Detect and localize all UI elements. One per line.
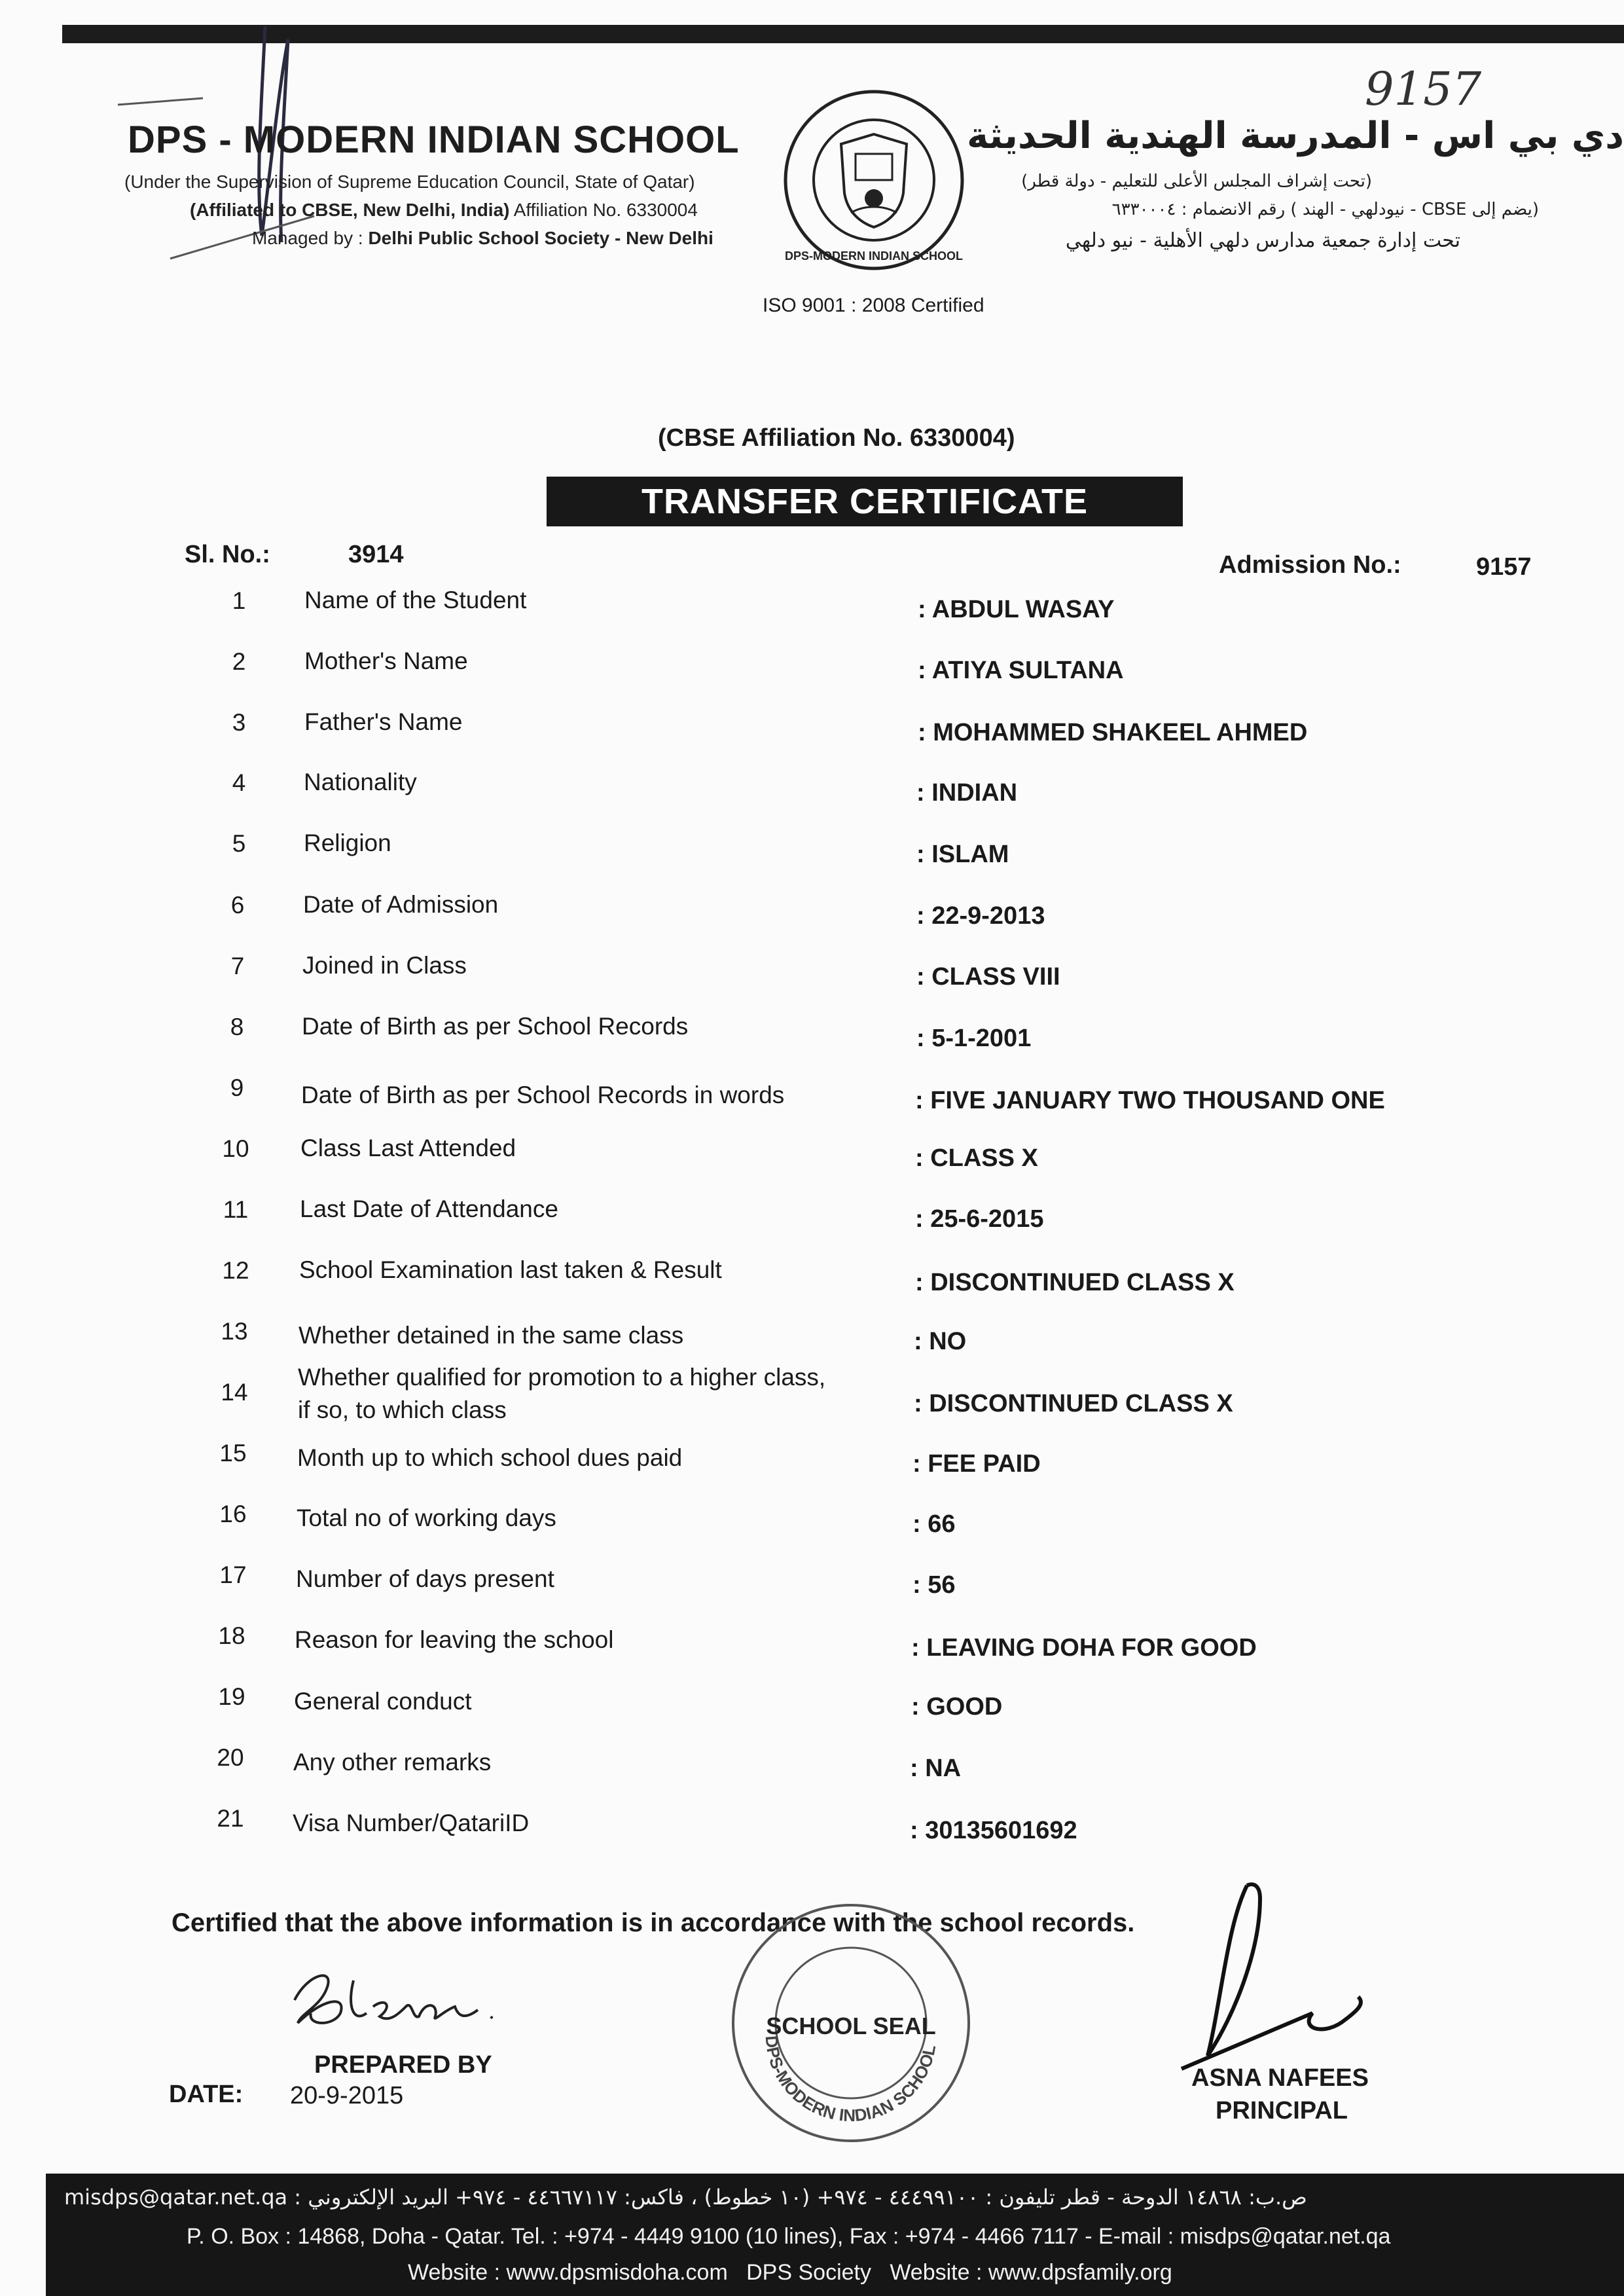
row-value: : MOHAMMED SHAKEEL AHMED <box>918 719 1308 746</box>
row-number: 16 <box>219 1501 247 1527</box>
row-label: Reason for leaving the school <box>295 1626 614 1653</box>
school-name: DPS - MODERN INDIAN SCHOOL <box>128 118 740 161</box>
arabic-managed-by-line: تحت إدارة جمعية مدارس دلهي الأهلية - نيو دلهي <box>1065 229 1460 252</box>
row-number: 12 <box>222 1257 249 1284</box>
row-label: Whether detained in the same class <box>298 1322 684 1349</box>
row-number: 8 <box>230 1013 244 1040</box>
row-label: Name of the Student <box>304 587 527 613</box>
row-number: 21 <box>217 1805 244 1832</box>
row-number: 1 <box>232 587 246 614</box>
row-label: Date of Birth as per School Records in words <box>301 1082 785 1108</box>
row-label: Nationality <box>304 769 417 795</box>
row-label: School Examination last taken & Result <box>299 1256 722 1283</box>
row-number: 18 <box>218 1622 245 1649</box>
row-label: Class Last Attended <box>300 1135 516 1161</box>
row-label: Father's Name <box>304 708 463 735</box>
row-number: 19 <box>218 1683 245 1710</box>
seal-text: SCHOOL SEAL <box>766 2013 936 2039</box>
row-number: 2 <box>232 648 246 675</box>
row-value: : FIVE JANUARY TWO THOUSAND ONE <box>915 1087 1385 1114</box>
row-value: : 25-6-2015 <box>915 1205 1044 1233</box>
row-value: : ISLAM <box>916 841 1009 868</box>
serial-number-label: Sl. No.: <box>185 541 270 568</box>
row-value: : FEE PAID <box>912 1450 1041 1478</box>
row-number: 17 <box>219 1561 247 1588</box>
footer-arabic-contact: misdps@qatar.net.qa : ص.ب: ١٤٨٦٨ الدوحة - قطر تليفون : ٤٤٤٩٩١٠٠ - ٩٧٤+ (١٠ خطوط) ، فاكس: ٤٤٦٦٧١١٧ - ٩٧٤+ البريد الإلكتروني <box>64 2185 1307 2210</box>
row-value: : CLASS VIII <box>916 963 1060 991</box>
supervision-line: (Under the Supervision of Supreme Education Council, State of Qatar) <box>124 172 695 192</box>
row-number: 5 <box>232 830 246 857</box>
prepared-by-label: PREPARED BY <box>314 2051 492 2079</box>
arabic-school-name: دي بي اس - المدرسة الهندية الحديثة <box>967 115 1624 157</box>
row-value: : DISCONTINUED CLASS X <box>914 1390 1233 1417</box>
row-value: : GOOD <box>911 1693 1003 1721</box>
footer-contact: P. O. Box : 14868, Doha - Qatar. Tel. : +974 - 4449 9100 (10 lines), Fax : +974 - 4466 7117 - E-mail : misdps@qatar.net.qa <box>187 2224 1391 2249</box>
svg-text:DPS-MODERN INDIAN SCHOOL <box>762 2035 940 2125</box>
managed-by-lead: Managed by : <box>252 228 369 248</box>
managed-by-society: Delhi Public School Society - New Delhi <box>368 228 713 248</box>
managed-by-line <box>252 228 713 249</box>
seal-ring-text: DPS-MODERN INDIAN SCHOOL <box>761 2035 940 2126</box>
row-label: Last Date of Attendance <box>300 1195 558 1222</box>
row-label: Visa Number/QatariID <box>293 1810 530 1836</box>
row-label: Date of Birth as per School Records <box>302 1013 689 1040</box>
affiliation-line-bold: (Affiliated to CBSE, New Delhi, India) <box>190 200 510 220</box>
arabic-affiliation-line: (يضم إلى CBSE - نيودلهي - الهند ) رقم الانضمام : ٦٣٣٠٠٠٤ <box>1111 200 1539 219</box>
principal-signature <box>1168 1872 1391 2095</box>
row-value: : 30135601692 <box>910 1817 1077 1844</box>
row-number: 9 <box>230 1074 244 1101</box>
row-label: Religion <box>304 829 391 856</box>
date-value: 20-9-2015 <box>290 2082 404 2109</box>
row-value: : 66 <box>912 1510 956 1538</box>
affiliation-line-rest: Affiliation No. 6330004 <box>509 200 698 220</box>
row-number: 14 <box>221 1379 248 1406</box>
row-label: Any other remarks <box>293 1749 492 1776</box>
row-label: Whether qualified for promotion to a higher class, <box>298 1364 826 1391</box>
row-label-continued: if so, to which class <box>298 1396 507 1423</box>
principal-title: PRINCIPAL <box>1216 2097 1348 2124</box>
arabic-supervision-line: (تحت إشراف المجلس الأعلى للتعليم - دولة قطر) <box>1021 172 1372 191</box>
certificate-title: TRANSFER CERTIFICATE <box>547 477 1183 526</box>
row-value: : INDIAN <box>916 779 1018 807</box>
row-value: : DISCONTINUED CLASS X <box>915 1269 1235 1296</box>
admission-number-value: 9157 <box>1476 553 1532 581</box>
school-seal-stamp <box>727 1899 975 2147</box>
handwritten-number: 9157 <box>1365 62 1482 116</box>
preparer-signature <box>281 1961 511 2033</box>
svg-text:DPS-MODERN INDIAN SCHOOL: DPS-MODERN INDIAN SCHOOL <box>784 249 964 263</box>
row-value: : ATIYA SULTANA <box>918 657 1124 684</box>
row-value: : LEAVING DOHA FOR GOOD <box>911 1634 1257 1662</box>
row-number: 20 <box>217 1744 244 1771</box>
row-label: Number of days present <box>296 1565 554 1592</box>
serial-number-value: 3914 <box>348 541 404 568</box>
row-number: 15 <box>219 1440 247 1467</box>
row-value: : ABDUL WASAY <box>918 596 1115 623</box>
row-number: 3 <box>232 709 246 736</box>
principal-name: ASNA NAFEES <box>1191 2064 1369 2092</box>
certification-statement: Certified that the above information is in accordance with the school records. <box>171 1908 1135 1937</box>
iso-certification: ISO 9001 : 2008 Certified <box>763 295 984 316</box>
row-label: General conduct <box>294 1688 472 1715</box>
row-value: : 22-9-2013 <box>916 902 1045 930</box>
row-value: : NA <box>910 1755 962 1782</box>
admission-number-label: Admission No.: <box>1219 551 1401 579</box>
date-label: DATE: <box>169 2081 244 2108</box>
row-value: : 5-1-2001 <box>916 1025 1032 1052</box>
row-number: 11 <box>223 1196 249 1223</box>
row-label: Joined in Class <box>302 952 467 979</box>
row-label: Date of Admission <box>303 891 499 918</box>
affiliation-line <box>190 200 698 221</box>
row-label: Total no of working days <box>297 1504 556 1531</box>
row-number: 7 <box>230 953 245 979</box>
row-number: 13 <box>221 1318 248 1345</box>
row-label: Month up to which school dues paid <box>297 1444 683 1471</box>
row-value: : CLASS X <box>915 1144 1038 1172</box>
row-number: 6 <box>230 892 245 919</box>
row-value: : NO <box>914 1328 967 1355</box>
row-number: 10 <box>222 1135 249 1162</box>
row-label: Mother's Name <box>304 647 468 674</box>
cbse-affiliation: (CBSE Affiliation No. 6330004) <box>658 424 1015 452</box>
row-value: : 56 <box>912 1571 956 1599</box>
footer-websites: Website : www.dpsmisdoha.com DPS Society Website : www.dpsfamily.org <box>408 2260 1172 2285</box>
row-number: 4 <box>232 769 246 796</box>
